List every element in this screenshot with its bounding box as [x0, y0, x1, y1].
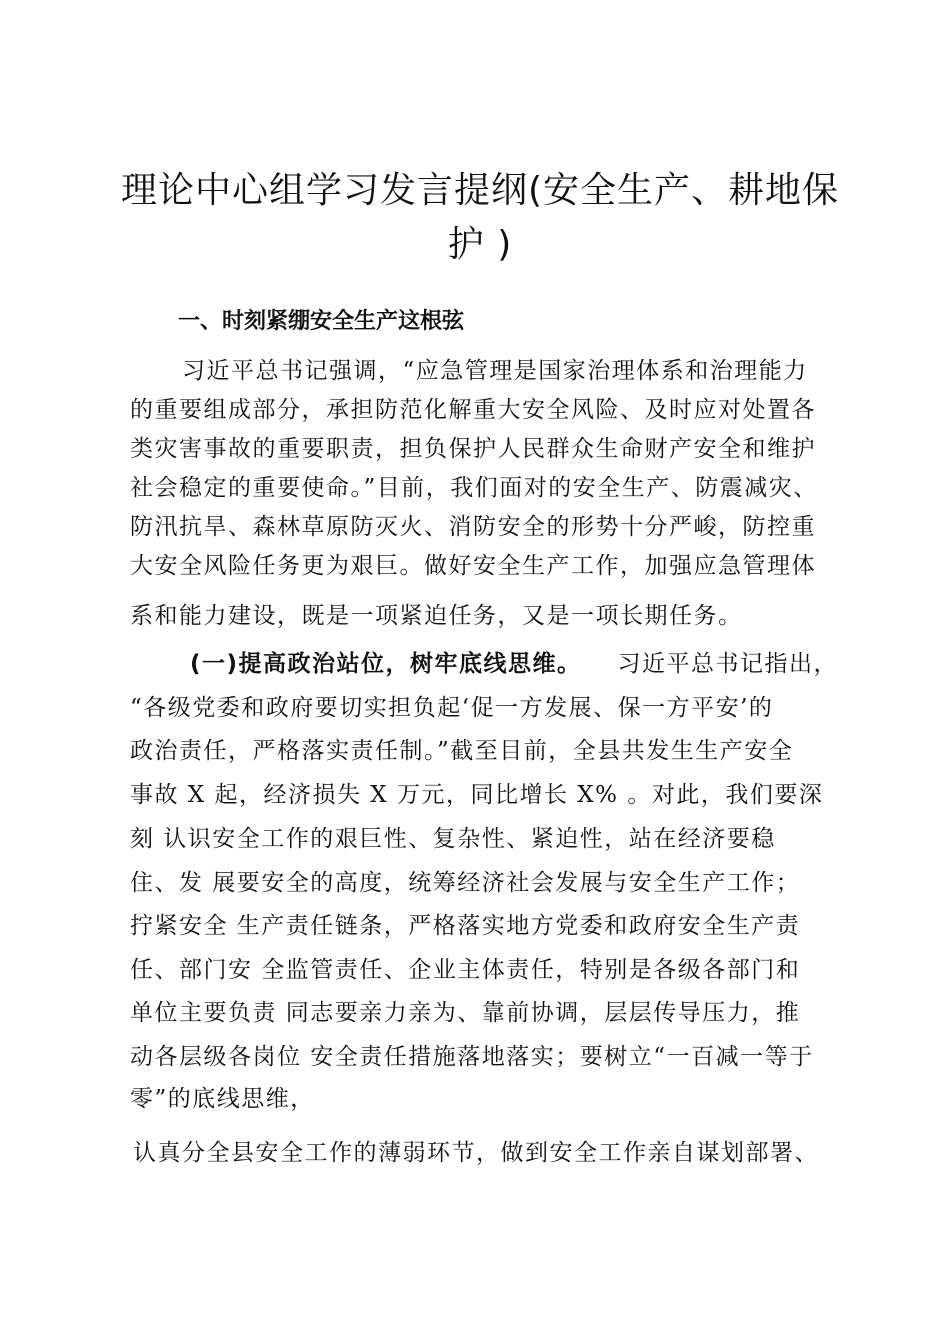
paragraph-line: 任、部门安 全监管责任、企业主体责任，特别是各级各部门和	[130, 957, 801, 983]
paragraph-line: 刻 认识安全工作的艰巨性、复杂性、紧迫性，站在经济要稳	[130, 826, 776, 852]
paragraph-line: 拧紧安全 生产责任链条，严格落实地方党委和政府安全生产责	[130, 913, 801, 939]
title-line-2: 护 )	[447, 224, 513, 265]
paragraph-line: 政治责任，严格落实责任制。”截至目前，全县共发生生产安全	[130, 738, 794, 764]
title-line-1: 理论中心组学习发言提纲(安全生产、耕地保	[120, 170, 840, 211]
subheading-line	[190, 647, 838, 681]
paragraph-line: 大安全风险任务更为艰巨。做好安全生产工作，加强应急管理体	[130, 553, 816, 579]
document-title	[110, 164, 850, 272]
paragraph-line: “各级党委和政府要切实担负起‘促一方发展、保一方平安’的	[130, 695, 774, 721]
paragraph-line: 认真分全县安全工作的薄弱环节，做到安全工作亲自谋划部署、	[133, 1140, 819, 1166]
paragraph-line: 类灾害事故的重要职责，担负保护人民群众生命财产安全和维护	[130, 436, 816, 462]
paragraph-line: 事故 X 起，经济损失 X 万元，同比增长 X% 。对此，我们要深	[130, 782, 824, 808]
paragraph-line: 系和能力建设，既是一项紧迫任务，又是一项长期任务。	[130, 603, 743, 629]
paragraph-line: 的重要组成部分，承担防范化解重大安全风险、及时应对处置各	[130, 397, 816, 423]
paragraph-line: 住、发 展要安全的高度，统筹经济社会发展与安全生产工作；	[130, 870, 801, 896]
section-heading-1: 一、时刻紧绷安全生产这根弦	[178, 309, 465, 334]
paragraph-line: 零”的底线思维，	[130, 1086, 315, 1112]
subheading-1: (一)提高政治站位，树牢底线思维。	[190, 651, 582, 677]
paragraph-line: 单位主要负责 同志要亲力亲为、靠前协调，层层传导压力，推	[130, 1000, 801, 1026]
paragraph-line: 防汛抗旱、森林草原防灭火、消防安全的形势十分严峻，防控重	[130, 514, 816, 540]
paragraph-line: 动各层级各岗位 安全责任措施落地落实；要树立“一百减一等于	[130, 1044, 814, 1070]
paragraph-line: 习近平总书记强调，“应急管理是国家治理体系和治理能力	[182, 358, 808, 384]
subheading-1-tail: 习近平总书记指出，	[617, 651, 839, 677]
paragraph-line: 社会稳定的重要使命。”目前，我们面对的安全生产、防震减灾、	[130, 475, 818, 501]
